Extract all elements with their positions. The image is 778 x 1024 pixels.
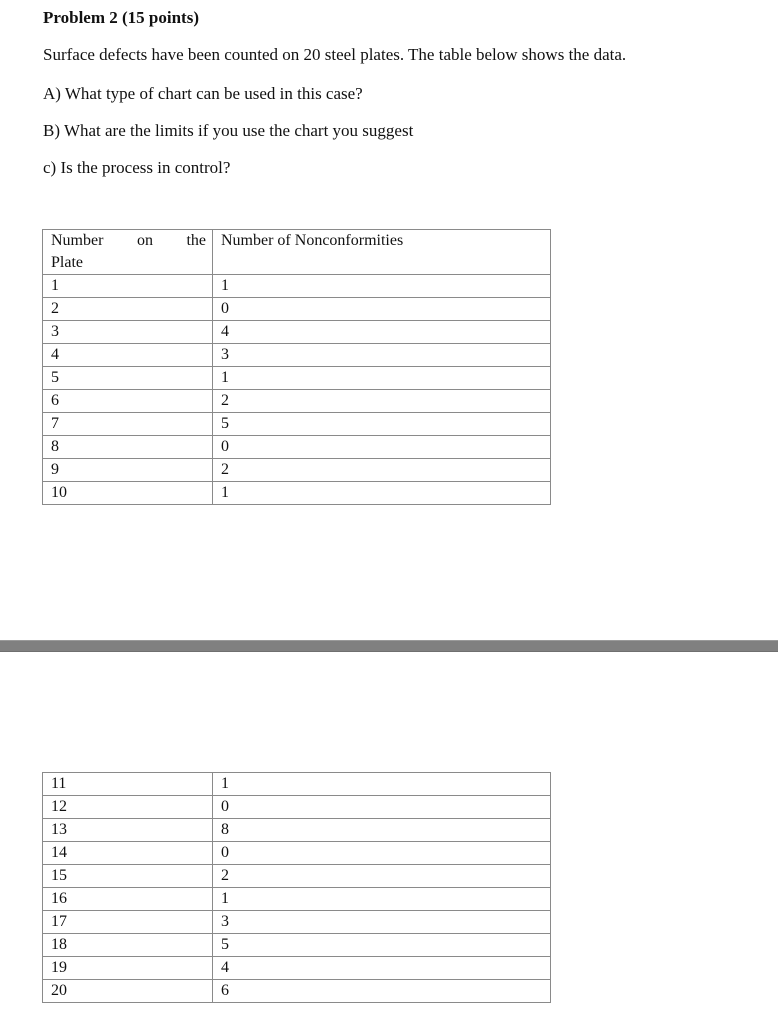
nonconformities-cell: 2: [213, 865, 551, 888]
table-row: [43, 796, 551, 819]
nonconformities-cell: 1: [213, 773, 551, 796]
plate-number-cell: 16: [43, 888, 213, 911]
nonconformities-cell: 5: [213, 934, 551, 957]
table-row: [43, 980, 551, 1003]
plate-number-cell: 14: [43, 842, 213, 865]
table-row: [43, 275, 551, 298]
plate-number-cell: 12: [43, 796, 213, 819]
table-row: [43, 819, 551, 842]
plate-number-cell: 5: [43, 367, 213, 390]
plate-number-cell: 19: [43, 957, 213, 980]
plate-number-cell: 13: [43, 819, 213, 842]
header-word-on: on: [136, 232, 153, 249]
data-table-part-2: [42, 772, 551, 1003]
table-row: [43, 298, 551, 321]
nonconformities-cell: 3: [213, 344, 551, 367]
table-row: [43, 367, 551, 390]
header-word-number: Number: [51, 232, 104, 249]
plate-number-cell: 2: [43, 298, 213, 321]
plate-number-cell: 3: [43, 321, 213, 344]
question-b: B) What are the limits if you use the chart you suggest: [43, 121, 414, 140]
table-row: [43, 344, 551, 367]
nonconformities-cell: 0: [213, 796, 551, 819]
nonconformities-cell: 1: [213, 888, 551, 911]
table-row: [43, 436, 551, 459]
table-row: [43, 865, 551, 888]
question-c: c) Is the process in control?: [43, 158, 231, 177]
plate-number-cell: 11: [43, 773, 213, 796]
nonconformities-cell: 5: [213, 413, 551, 436]
table-row: [43, 934, 551, 957]
table-row: [43, 390, 551, 413]
problem-intro: Surface defects have been counted on 20 steel plates. The table below shows the data.: [43, 45, 627, 64]
table-row: [43, 773, 551, 796]
plate-number-cell: 9: [43, 459, 213, 482]
nonconformities-cell: 0: [213, 842, 551, 865]
header-word-the: the: [186, 232, 206, 249]
plate-number-cell: 8: [43, 436, 213, 459]
plate-number-cell: 15: [43, 865, 213, 888]
nonconformities-cell: 1: [213, 275, 551, 298]
plate-number-cell: 1: [43, 275, 213, 298]
table-row: [43, 911, 551, 934]
page-bottom: [0, 652, 778, 1024]
nonconformities-cell: 4: [213, 957, 551, 980]
page-divider: [0, 640, 778, 652]
nonconformities-cell: 3: [213, 911, 551, 934]
nonconformities-cell: 4: [213, 321, 551, 344]
plate-number-cell: 17: [43, 911, 213, 934]
header-nonconformities: Number of Nonconformities: [213, 230, 551, 275]
plate-number-cell: 18: [43, 934, 213, 957]
nonconformities-cell: 8: [213, 819, 551, 842]
table-row: [43, 459, 551, 482]
nonconformities-cell: 0: [213, 436, 551, 459]
plate-number-cell: 20: [43, 980, 213, 1003]
plate-number-cell: 10: [43, 482, 213, 505]
nonconformities-cell: 1: [213, 367, 551, 390]
data-table-part-1: [42, 229, 551, 505]
plate-number-cell: 7: [43, 413, 213, 436]
nonconformities-cell: 0: [213, 298, 551, 321]
table-row: [43, 842, 551, 865]
problem-title: Problem 2 (15 points): [43, 8, 199, 27]
table-row: [43, 957, 551, 980]
header-plate-number: [43, 230, 213, 275]
question-a: A) What type of chart can be used in this case?: [43, 84, 363, 103]
nonconformities-cell: 6: [213, 980, 551, 1003]
plate-number-cell: 4: [43, 344, 213, 367]
table-row: [43, 888, 551, 911]
nonconformities-cell: 2: [213, 390, 551, 413]
nonconformities-cell: 1: [213, 482, 551, 505]
plate-number-cell: 6: [43, 390, 213, 413]
table-row: [43, 482, 551, 505]
table-row: [43, 413, 551, 436]
nonconformities-cell: 2: [213, 459, 551, 482]
header-word-plate: Plate: [51, 254, 83, 271]
table-header-row: [43, 230, 551, 275]
table-row: [43, 321, 551, 344]
